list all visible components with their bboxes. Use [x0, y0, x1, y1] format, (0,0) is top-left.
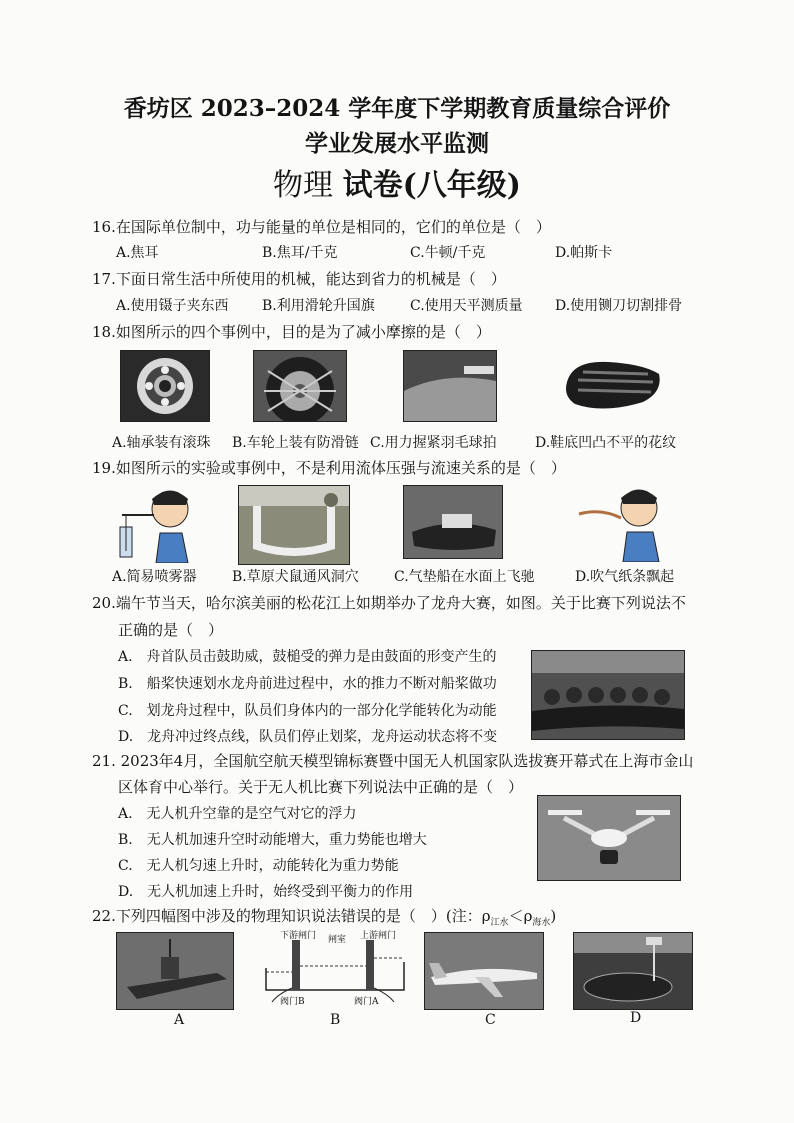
q18-option-c: C.用力握紧羽毛球拍	[370, 435, 497, 451]
q19-option-d: D.吹气纸条飘起	[575, 569, 675, 585]
q18-stem: 18.如图所示的四个事例中，目的是为了减小摩擦的是（ ）	[92, 323, 491, 341]
q18-option-d: D.鞋底凹凸不平的花纹	[535, 435, 677, 451]
q19-option-a: A.简易喷雾器	[112, 569, 197, 585]
exam-subject-title	[0, 160, 794, 204]
q22-label-d: D	[630, 1010, 642, 1026]
q16-option-d: D.帕斯卡	[555, 245, 613, 261]
q17-option-b: B.利用滑轮升国旗	[262, 298, 375, 314]
airplane-photo	[424, 932, 544, 1010]
upstream-gate-label: 上游闸门	[360, 931, 397, 941]
sprayer-illustration	[112, 485, 202, 563]
paper-strip-icon	[573, 482, 673, 562]
racket-grip-icon	[404, 351, 496, 421]
less-than: ＜	[508, 907, 524, 925]
bearing-icon	[121, 351, 209, 421]
ship-lock-diagram	[262, 928, 408, 1008]
close-paren: )	[550, 907, 557, 925]
q18-option-a: A.轴承装有滚珠	[112, 435, 211, 451]
q21-stem-line2: 区体育中心举行。关于无人机比赛下列说法中正确的是（ ）	[118, 778, 524, 796]
rho-symbol: ρ	[523, 907, 533, 925]
q21-option-b: B. 无人机加速升空时动能增大，重力势能也增大	[118, 832, 427, 848]
q21-stem-line1: 21. 2023年4月，全国航空航天模型锦标赛暨中国无人机国家队选拔赛开幕式在上海市金山	[92, 752, 694, 770]
q17-option-d: D.使用铡刀切割排骨	[555, 298, 683, 314]
tire-chain-photo	[253, 350, 347, 422]
shoe-sole-icon	[563, 352, 663, 418]
hovercraft-icon	[404, 486, 502, 558]
q16-option-b: B.焦耳/千克	[262, 245, 338, 261]
rho-symbol: ρ	[481, 907, 491, 925]
q16-option-c: C.牛顿/千克	[410, 245, 486, 261]
tire-chain-icon	[254, 351, 346, 421]
dragon-boat-icon	[532, 651, 684, 739]
exam-title-line2: 学业发展水平监测	[305, 130, 489, 157]
hovercraft-photo	[403, 485, 503, 559]
q19-option-c: C.气垫船在水面上飞驰	[394, 569, 535, 585]
subject-name: 物理	[273, 168, 334, 203]
warship-icon	[117, 933, 233, 1009]
q17-option-a: A.使用镊子夹东西	[116, 298, 229, 314]
q20-option-a: A. 舟首队员击鼓助威，鼓槌受的弹力是由鼓面的形变产生的	[118, 649, 497, 665]
q22-label-a: A	[174, 1012, 185, 1028]
q17-stem: 17.下面日常生活中所使用的机械，能达到省力的机械是（ ）	[92, 270, 506, 288]
paper-strip-illustration	[573, 482, 673, 562]
q16-stem: 16.在国际单位制中，功与能量的单位是相同的，它们的单位是（ ）	[92, 218, 551, 236]
q17-option-c: C.使用天平测质量	[410, 298, 523, 314]
q18-option-b: B.车轮上装有防滑链	[232, 435, 359, 451]
q20-option-b: B. 船桨快速划水龙舟前进过程中，水的推力不断对船桨做功	[118, 676, 497, 692]
q22-label-c: C	[485, 1012, 496, 1028]
sea-water-subscript: 海水	[532, 918, 551, 928]
q20-option-d: D. 龙舟冲过终点线，队员们停止划桨，龙舟运动状态将不变	[118, 729, 498, 745]
river-water-subscript: 江水	[490, 918, 509, 928]
q20-option-c: C. 划龙舟过程中，队员们身体内的一部分化学能转化为动能	[118, 703, 497, 719]
q21-option-c: C. 无人机匀速上升时，动能转化为重力势能	[118, 858, 399, 874]
q20-stem-line1: 20.端午节当天，哈尔滨美丽的松花江上如期举办了龙舟大赛，如图。关于比赛下列说法不	[92, 594, 686, 612]
prairie-dog-burrow-photo	[238, 485, 350, 565]
q20-stem-line2: 正确的是（ ）	[118, 621, 224, 639]
q21-option-a: A. 无人机升空靠的是空气对它的浮力	[118, 806, 357, 822]
dragon-boat-photo	[531, 650, 685, 740]
q22-stem	[92, 905, 556, 928]
valve-b-label: 阀门B	[280, 997, 305, 1007]
airplane-icon	[425, 933, 543, 1009]
burrow-icon	[239, 486, 349, 564]
q22-stem-text: 22.下列四幅图中涉及的物理知识说法错误的是（ ）(注：	[92, 907, 482, 925]
drone-photo	[537, 795, 681, 881]
shoe-sole-photo	[563, 352, 663, 418]
lock-chamber-label: 闸室	[328, 935, 347, 945]
sea-structure-icon	[574, 933, 692, 1009]
bearing-photo	[120, 350, 210, 422]
q21-option-d: D. 无人机加速上升时，始终受到平衡力的作用	[118, 884, 414, 900]
valve-a-label: 阀门A	[354, 997, 379, 1007]
paper-name: 试卷(八年级)	[342, 168, 521, 203]
downstream-gate-label: 下游闸门	[280, 931, 317, 941]
warship-photo	[116, 932, 234, 1010]
drone-icon	[538, 796, 680, 880]
q19-stem: 19.如图所示的实验或事例中，不是利用流体压强与流速关系的是（ ）	[92, 459, 566, 477]
boy-blowing-icon	[112, 485, 202, 563]
q22-label-b: B	[330, 1012, 341, 1028]
exam-title-line1: 香坊区 2023–2024 学年度下学期教育质量综合评价	[123, 95, 671, 122]
racket-grip-photo	[403, 350, 497, 422]
q16-option-a: A.焦耳	[116, 245, 159, 261]
sea-structure-photo	[573, 932, 693, 1010]
q19-option-b: B.草原犬鼠通风洞穴	[232, 569, 359, 585]
